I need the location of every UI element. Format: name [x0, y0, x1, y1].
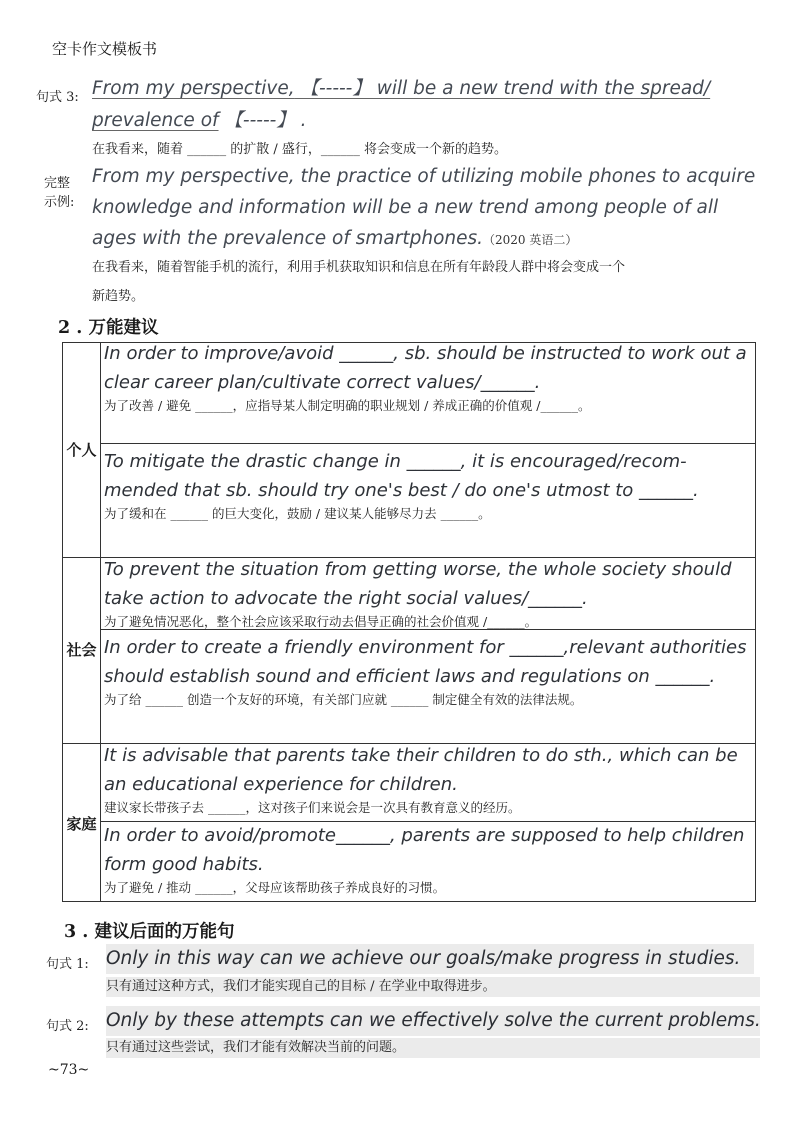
section3-pattern2-label: 句式 2:: [46, 1019, 89, 1034]
category-society: 社会: [66, 641, 97, 659]
suggestion-row-6: [104, 821, 751, 897]
suggestion-table: [62, 342, 756, 902]
suggestion-row-4: [104, 633, 751, 709]
row4-en-line2: should establish sound and efficient laws and regulations on ______.: [104, 666, 716, 687]
suggestion-row-5: [104, 741, 751, 817]
example-en-line3: [92, 224, 577, 255]
pattern3-en-line2-b: 【-----】 .: [218, 110, 307, 131]
page-number: ~73~: [48, 1062, 90, 1078]
section3-title: 3 . 建议后面的万能句: [64, 922, 235, 942]
row1-en-line1: In order to improve/avoid ______, sb. should be instructed to work out a: [104, 343, 747, 364]
row1-en-line2: clear career plan/cultivate correct values/______.: [104, 372, 541, 393]
row5-zh: 建议家长带孩子去 ______，这对孩子们来说会是一次具有教育意义的经历。: [104, 800, 521, 815]
row5-en-line1: It is advisable that parents take their children to do sth., which can be: [104, 745, 738, 766]
example-en-line1: From my perspective, the practice of utilizing mobile phones to acquire: [92, 166, 756, 187]
category-family: 家庭: [66, 815, 97, 833]
row6-en-line1: In order to avoid/promote______, parents are supposed to help children: [104, 825, 745, 846]
example-zh-line1: 在我看来，随着智能手机的流行，利用手机获取知识和信息在所有年龄段人群中将会变成一个: [92, 260, 626, 275]
book-title: 空卡作文模板书: [52, 40, 158, 58]
row2-zh: 为了缓和在 ______ 的巨大变化，鼓励 / 建议某人能够尽力去 ______。: [104, 506, 491, 521]
row6-en-line2: form good habits.: [104, 854, 264, 875]
section3-pattern2-en: Only by these attempts can we effectively solve the current problems.: [106, 1006, 760, 1036]
category-personal: 个人: [66, 441, 97, 459]
example-source: （2020 英语二）: [483, 233, 578, 247]
section3-pattern2-zh: 只有通过这些尝试，我们才能有效解决当前的问题。: [106, 1038, 760, 1058]
pattern3-en-line2: [92, 106, 307, 136]
section3-pattern1-zh: 只有通过这种方式，我们才能实现自己的目标 / 在学业中取得进步。: [106, 977, 760, 997]
row4-zh: 为了给 ______ 创造一个友好的环境，有关部门应就 ______ 制定健全有效的法律法规。: [104, 692, 583, 707]
row3-zh: 为了避免情况恶化，整个社会应该采取行动去倡导正确的社会价值观 /______。: [104, 614, 538, 629]
pattern3-en-line2-a: prevalence of: [92, 110, 219, 131]
pattern3-en-line1: [92, 74, 710, 104]
suggestion-row-1: [104, 339, 751, 415]
suggestion-row-3: [104, 555, 751, 631]
row2-en-line1: To mitigate the drastic change in ______, it is encouraged/recom-: [104, 451, 687, 472]
suggestion-row-2: [104, 447, 751, 523]
example-en-line3-text: ages with the prevalence of smartphones.: [92, 228, 484, 249]
pattern3-label: 句式 3:: [36, 90, 79, 105]
row4-en-line1: In order to create a friendly environment for ______,relevant authorities: [104, 637, 747, 658]
example-en-line2: knowledge and information will be a new trend among people of all: [92, 197, 719, 218]
pattern3-en-line1-a: From my perspective,: [92, 78, 295, 99]
section3-pattern1-label: 句式 1:: [46, 957, 89, 972]
row2-en-line2: mended that sb. should try one's best / do one's utmost to ______.: [104, 480, 699, 501]
pattern3-en-line1-b: 【-----】 will be a new trend with the spread/: [294, 78, 711, 99]
row1-zh: 为了改善 / 避免 ______，应指导某人制定明确的职业规划 / 养成正确的价值观 /______。: [104, 398, 591, 413]
example-zh-line2: 新趋势。: [92, 289, 145, 304]
section3-pattern1-en: Only in this way can we achieve our goals/make progress in studies.: [106, 944, 754, 974]
row3-en-line1: To prevent the situation from getting worse, the whole society should: [104, 559, 732, 580]
pattern3-zh: 在我看来，随着 ______ 的扩散 / 盛行，______ 将会变成一个新的趋势。: [92, 142, 508, 157]
row3-en-line2: take action to advocate the right social values/______.: [104, 588, 588, 609]
row6-zh: 为了避免 / 推动 ______，父母应该帮助孩子养成良好的习惯。: [104, 880, 446, 895]
row5-en-line2: an educational experience for children.: [104, 774, 458, 795]
example-label-line1: 完整: [44, 176, 71, 191]
section2-title: 2 . 万能建议: [58, 318, 159, 338]
example-label-line2: 示例:: [44, 195, 75, 210]
